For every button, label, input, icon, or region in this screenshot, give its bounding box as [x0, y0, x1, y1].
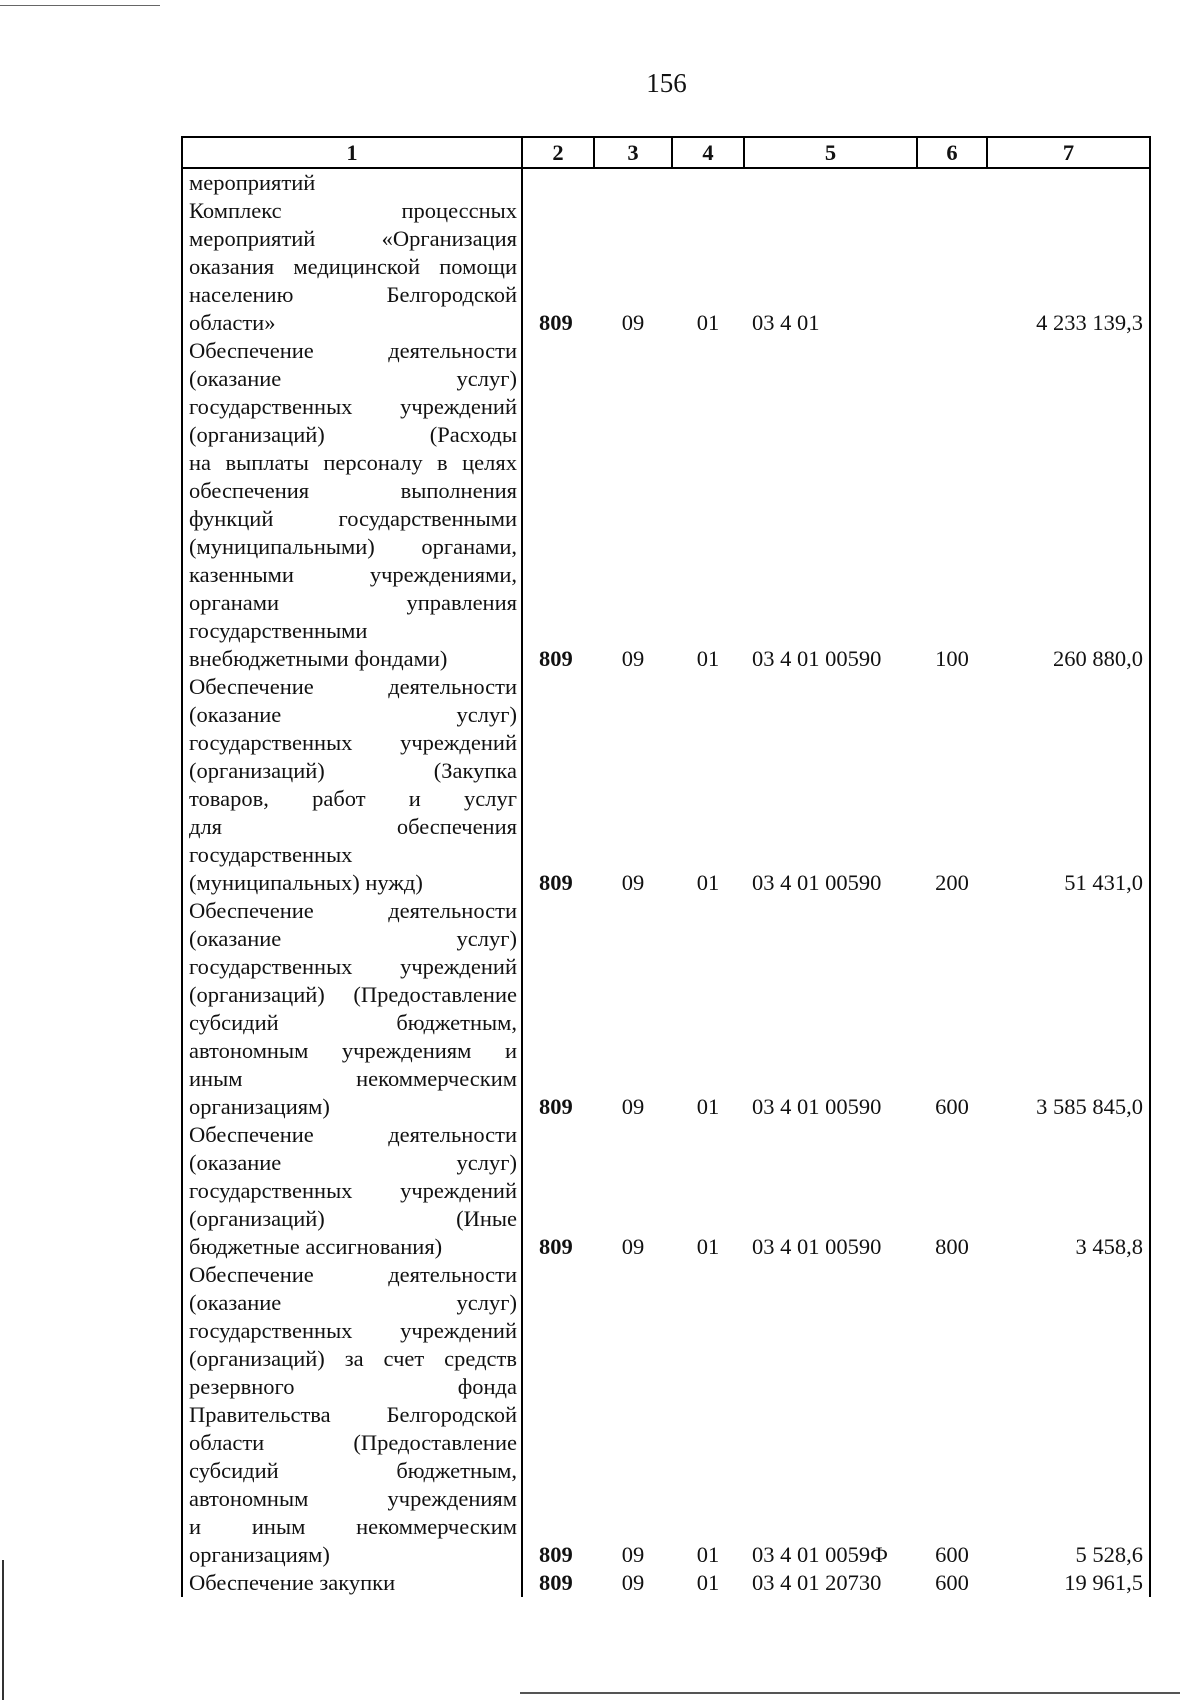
description-line: (организаций) (Закупка: [189, 758, 517, 783]
expense-type-cell: [917, 168, 987, 197]
description-line: (муниципальными) органами,: [189, 534, 517, 559]
gov-code-cell: [522, 168, 594, 197]
description-line: (организаций) за счет средств: [189, 1346, 517, 1371]
description-line: государственных учреждений: [189, 394, 517, 419]
target-article-cell: 03 4 01 00590: [752, 1094, 882, 1119]
section-cell: 09: [621, 646, 645, 671]
description-line: автономным учреждениям: [189, 1486, 517, 1511]
description-line: (оказание услуг): [189, 1290, 517, 1315]
description-line: органами управления: [189, 590, 517, 615]
row-description: [182, 337, 522, 673]
gov-code-cell: 809: [522, 337, 594, 673]
row-description: [182, 1121, 522, 1261]
description-line: субсидий бюджетным,: [189, 1010, 517, 1035]
description-line: автономным учреждениям и: [189, 1038, 517, 1063]
description-line: (оказание услуг): [189, 1150, 517, 1175]
expense-type-cell: 200: [935, 870, 969, 895]
description-line: Обеспечение деятельности: [189, 1262, 517, 1287]
expense-type-cell: 100: [935, 646, 969, 671]
description-line: области»: [189, 310, 276, 335]
table-row: [182, 897, 1150, 1121]
header-cell: 6: [917, 137, 987, 168]
amount-cell: 260 880,0: [987, 337, 1150, 673]
description-line: бюджетные ассигнования): [189, 1234, 443, 1259]
expense-type-cell: 600: [935, 1542, 969, 1567]
section-cell: [594, 168, 672, 197]
description-line: мероприятий «Организация: [189, 226, 517, 251]
description-line: государственными: [189, 618, 368, 643]
description-line: иным некоммерческим: [189, 1066, 517, 1091]
table-row: [182, 168, 1150, 197]
section-cell: 09: [621, 1234, 645, 1259]
description-line: функций государственными: [189, 506, 517, 531]
amount-cell: 51 431,0: [987, 673, 1150, 897]
description-line: товаров, работ и услуг: [189, 786, 517, 811]
target-article-cell: 03 4 01 00590: [752, 646, 882, 671]
target-article-cell: 03 4 01 00590: [752, 870, 882, 895]
expense-type-cell: 600: [935, 1094, 969, 1119]
description-line: (организаций) (Предоставление: [189, 982, 517, 1007]
target-article-cell: [744, 168, 917, 197]
description-line: (оказание услуг): [189, 702, 517, 727]
row-description: [182, 168, 522, 197]
amount-cell: 4 233 139,3: [987, 197, 1150, 337]
description-line: на выплаты персоналу в целях: [189, 450, 517, 475]
description-line: государственных учреждений: [189, 1178, 517, 1203]
row-description: [182, 897, 522, 1121]
description-line: (оказание услуг): [189, 926, 517, 951]
description-line: организациям): [189, 1542, 330, 1567]
header-cell: 5: [744, 137, 917, 168]
target-article-cell: 03 4 01 0059Ф: [752, 1542, 888, 1567]
scan-edge-left: [2, 1560, 4, 1700]
amount-cell: 5 528,6: [987, 1261, 1150, 1569]
header-cell: 2: [522, 137, 594, 168]
section-cell: 09: [621, 870, 645, 895]
description-line: государственных учреждений: [189, 730, 517, 755]
header-cell: 1: [182, 137, 522, 168]
description-line: области (Предоставление: [189, 1430, 517, 1455]
amount-cell: [987, 168, 1150, 197]
section-cell: 09: [621, 310, 645, 335]
target-article-cell: 03 4 01: [752, 310, 820, 335]
description-line: Обеспечение закупки: [189, 1570, 396, 1595]
scan-edge-bottom: [520, 1692, 1180, 1694]
subsection-cell: 01: [696, 1542, 720, 1567]
subsection-cell: 01: [696, 310, 720, 335]
subsection-cell: 01: [696, 1570, 720, 1595]
table-row: [182, 1261, 1150, 1569]
row-description: [182, 1261, 522, 1569]
description-line: казенными учреждениями,: [189, 562, 517, 587]
description-line: внебюджетными фондами): [189, 646, 448, 671]
section-cell: 09: [621, 1094, 645, 1119]
table-row: [182, 197, 1150, 337]
section-cell: 09: [621, 1542, 645, 1567]
description-line: Правительства Белгородской: [189, 1402, 517, 1427]
description-line: обеспечения выполнения: [189, 478, 517, 503]
description-line: резервного фонда: [189, 1374, 517, 1399]
row-description: [182, 1569, 522, 1597]
expense-type-cell: [917, 197, 987, 337]
gov-code-cell: 809: [522, 673, 594, 897]
subsection-cell: 01: [696, 1234, 720, 1259]
gov-code-cell: 809: [522, 1569, 594, 1597]
table-row: [182, 1121, 1150, 1261]
amount-cell: 3 585 845,0: [987, 897, 1150, 1121]
description-line: государственных учреждений: [189, 954, 517, 979]
subsection-cell: 01: [696, 1094, 720, 1119]
header-row: [182, 137, 1150, 168]
budget-table: [181, 136, 1151, 1597]
description-line: субсидий бюджетным,: [189, 1458, 517, 1483]
table-row: [182, 673, 1150, 897]
gov-code-cell: 809: [522, 1121, 594, 1261]
gov-code-cell: 809: [522, 197, 594, 337]
description-line: для обеспечения: [189, 814, 517, 839]
row-description: [182, 673, 522, 897]
amount-cell: 19 961,5: [987, 1569, 1150, 1597]
gov-code-cell: 809: [522, 1261, 594, 1569]
row-description: [182, 197, 522, 337]
target-article-cell: 03 4 01 00590: [752, 1234, 882, 1259]
description-line: Комплекс процессных: [189, 198, 517, 223]
description-line: населению Белгородской: [189, 282, 517, 307]
table-row: [182, 1569, 1150, 1597]
description-line: (муниципальных) нужд): [189, 870, 423, 895]
subsection-cell: 01: [696, 870, 720, 895]
description-line: организациям): [189, 1094, 330, 1119]
description-line: Обеспечение деятельности: [189, 1122, 517, 1147]
description-line: и иным некоммерческим: [189, 1514, 517, 1539]
description-line: Обеспечение деятельности: [189, 898, 517, 923]
subsection-cell: [672, 168, 744, 197]
amount-cell: 3 458,8: [987, 1121, 1150, 1261]
section-cell: 09: [621, 1570, 645, 1595]
description-line: мероприятий: [189, 170, 316, 195]
target-article-cell: 03 4 01 20730: [752, 1570, 882, 1595]
page-number: 156: [646, 68, 687, 98]
description-line: (оказание услуг): [189, 366, 517, 391]
description-line: (организаций) (Иные: [189, 1206, 517, 1231]
expense-type-cell: 800: [935, 1234, 969, 1259]
table-row: [182, 337, 1150, 673]
description-line: государственных учреждений: [189, 1318, 517, 1343]
expense-type-cell: 600: [935, 1570, 969, 1595]
description-line: государственных: [189, 842, 353, 867]
header-cell: 3: [594, 137, 672, 168]
scan-edge-top: [0, 5, 160, 6]
header-cell: 4: [672, 137, 744, 168]
header-cell: 7: [987, 137, 1150, 168]
description-line: (организаций) (Расходы: [189, 422, 517, 447]
description-line: оказания медицинской помощи: [189, 254, 517, 279]
description-line: Обеспечение деятельности: [189, 338, 517, 363]
description-line: Обеспечение деятельности: [189, 674, 517, 699]
subsection-cell: 01: [696, 646, 720, 671]
gov-code-cell: 809: [522, 897, 594, 1121]
